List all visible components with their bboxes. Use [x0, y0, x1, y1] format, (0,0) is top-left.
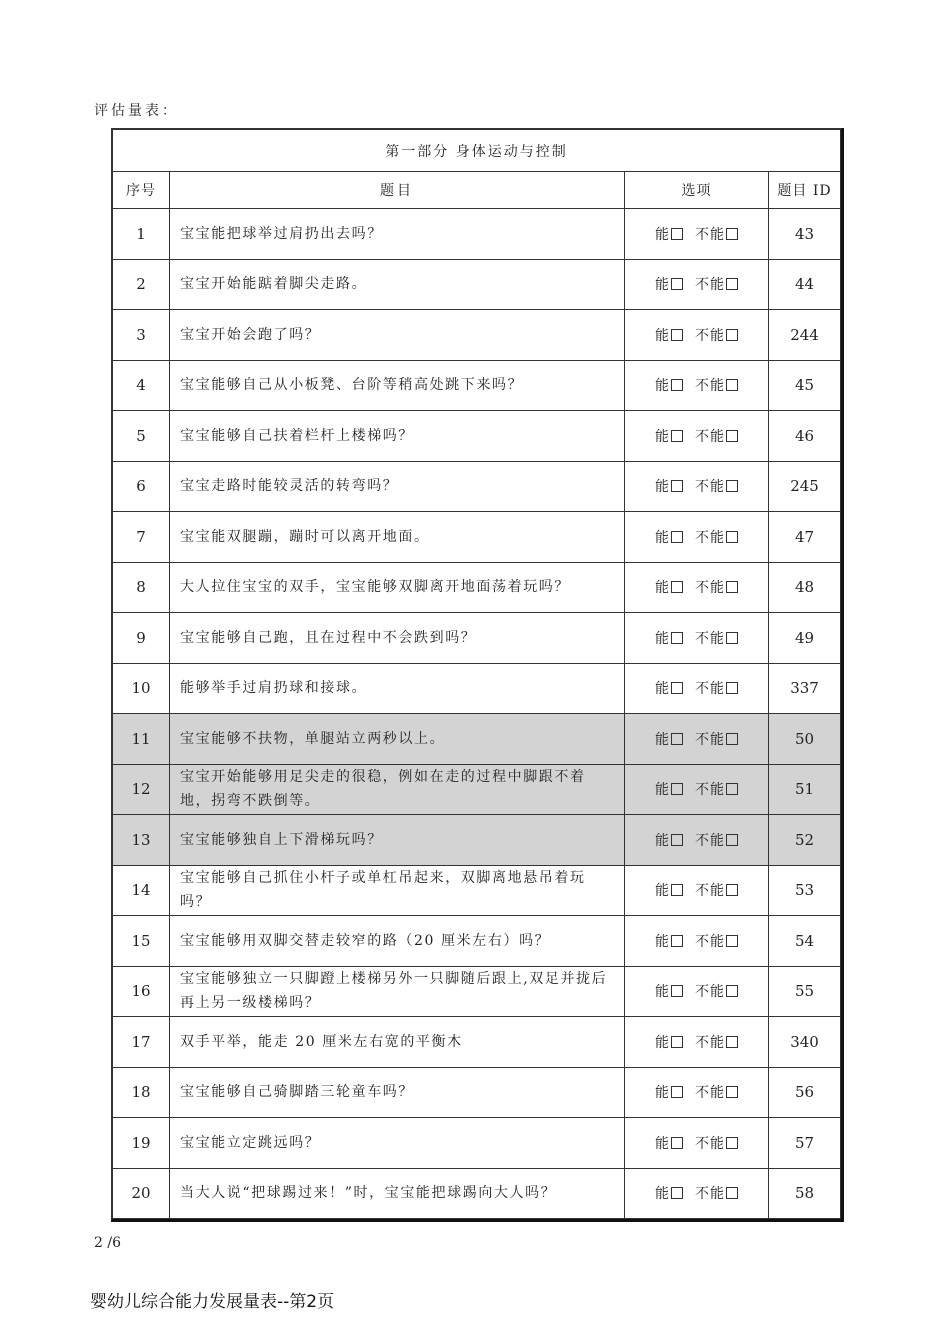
checkbox-icon[interactable]	[726, 1187, 738, 1199]
checkbox-icon[interactable]	[671, 278, 683, 290]
table-row	[113, 310, 841, 361]
row-qid: 45	[769, 360, 841, 411]
row-options	[625, 916, 769, 967]
table-row	[113, 1017, 841, 1068]
option-yes-label: 能	[655, 933, 670, 950]
row-question: 当大人说“把球踢过来！”时，宝宝能把球踢向大人吗？	[170, 1168, 625, 1219]
option-no-label: 不能	[695, 1085, 725, 1102]
option-no[interactable]	[695, 681, 738, 697]
row-question: 宝宝开始能踮着脚尖走路。	[170, 259, 625, 310]
row-options	[625, 764, 769, 815]
row-qid: 50	[769, 714, 841, 765]
option-yes-label: 能	[655, 681, 670, 698]
checkbox-icon[interactable]	[726, 480, 738, 492]
option-yes-label: 能	[655, 428, 670, 445]
checkbox-icon[interactable]	[726, 329, 738, 341]
checkbox-icon[interactable]	[671, 480, 683, 492]
header-row	[113, 172, 841, 209]
option-yes-label: 能	[655, 832, 670, 849]
option-no[interactable]	[695, 732, 738, 748]
row-options	[625, 966, 769, 1017]
row-seq: 8	[113, 562, 170, 613]
row-options	[625, 512, 769, 563]
option-no-label: 不能	[695, 529, 725, 546]
checkbox-icon[interactable]	[671, 430, 683, 442]
row-question: 宝宝能把球举过肩扔出去吗？	[170, 209, 625, 260]
option-yes[interactable]	[655, 277, 683, 293]
row-question: 宝宝能够独立一只脚蹬上楼梯另外一只脚随后跟上,双足并拢后再上另一级楼梯吗？	[170, 966, 625, 1017]
option-yes-label: 能	[655, 580, 670, 597]
row-seq: 5	[113, 411, 170, 462]
option-no[interactable]	[695, 1035, 738, 1051]
assessment-table-frame	[111, 128, 844, 1222]
option-no-label: 不能	[695, 378, 725, 395]
option-no-label: 不能	[695, 580, 725, 597]
option-yes[interactable]	[655, 732, 683, 748]
option-no-label: 不能	[695, 277, 725, 294]
intro-label: 评估量表：	[94, 103, 179, 119]
table-row	[113, 360, 841, 411]
table-row	[113, 1118, 841, 1169]
option-yes-label: 能	[655, 984, 670, 1001]
checkbox-icon[interactable]	[726, 632, 738, 644]
option-no-label: 不能	[695, 1034, 725, 1051]
option-no[interactable]	[695, 934, 738, 950]
option-yes[interactable]	[655, 1136, 683, 1152]
row-options	[625, 815, 769, 866]
checkbox-icon[interactable]	[671, 733, 683, 745]
row-qid: 47	[769, 512, 841, 563]
option-no-label: 不能	[695, 327, 725, 344]
row-question: 宝宝能双腿蹦，蹦时可以离开地面。	[170, 512, 625, 563]
row-seq: 14	[113, 865, 170, 916]
checkbox-icon[interactable]	[671, 1036, 683, 1048]
row-qid: 53	[769, 865, 841, 916]
checkbox-icon[interactable]	[671, 632, 683, 644]
row-seq: 3	[113, 310, 170, 361]
option-yes[interactable]	[655, 631, 683, 647]
checkbox-icon[interactable]	[671, 531, 683, 543]
option-no-label: 不能	[695, 933, 725, 950]
option-yes-label: 能	[655, 1186, 670, 1203]
table-row	[113, 461, 841, 512]
checkbox-icon[interactable]	[726, 531, 738, 543]
row-question: 大人拉住宝宝的双手，宝宝能够双脚离开地面荡着玩吗？	[170, 562, 625, 613]
checkbox-icon[interactable]	[671, 329, 683, 341]
row-options	[625, 663, 769, 714]
option-yes[interactable]	[655, 984, 683, 1000]
option-no[interactable]	[695, 530, 738, 546]
row-question: 宝宝开始能够用足尖走的很稳，例如在走的过程中脚跟不着地，拐弯不跌倒等。	[170, 764, 625, 815]
row-question: 宝宝能够用双脚交替走较窄的路（20 厘米左右）吗？	[170, 916, 625, 967]
row-qid: 340	[769, 1017, 841, 1068]
checkbox-icon[interactable]	[671, 1187, 683, 1199]
option-yes[interactable]	[655, 429, 683, 445]
option-yes-label: 能	[655, 327, 670, 344]
checkbox-icon[interactable]	[726, 682, 738, 694]
table-row	[113, 865, 841, 916]
row-qid: 44	[769, 259, 841, 310]
option-yes[interactable]	[655, 681, 683, 697]
row-options	[625, 1118, 769, 1169]
checkbox-icon[interactable]	[726, 783, 738, 795]
checkbox-icon[interactable]	[671, 935, 683, 947]
option-yes-label: 能	[655, 277, 670, 294]
checkbox-icon[interactable]	[671, 228, 683, 240]
row-seq: 17	[113, 1017, 170, 1068]
row-options	[625, 865, 769, 916]
checkbox-icon[interactable]	[726, 1036, 738, 1048]
row-options	[625, 1067, 769, 1118]
question-rows	[113, 209, 841, 1219]
header-qid: 题目 ID	[769, 172, 841, 209]
option-no-label: 不能	[695, 782, 725, 799]
checkbox-icon[interactable]	[671, 379, 683, 391]
row-seq: 4	[113, 360, 170, 411]
row-qid: 55	[769, 966, 841, 1017]
checkbox-icon[interactable]	[671, 884, 683, 896]
row-seq: 12	[113, 764, 170, 815]
checkbox-icon[interactable]	[726, 1137, 738, 1149]
checkbox-icon[interactable]	[726, 834, 738, 846]
option-yes[interactable]	[655, 782, 683, 798]
checkbox-icon[interactable]	[671, 783, 683, 795]
option-no-label: 不能	[695, 1135, 725, 1152]
checkbox-icon[interactable]	[671, 985, 683, 997]
row-seq: 1	[113, 209, 170, 260]
option-yes-label: 能	[655, 1135, 670, 1152]
option-yes-label: 能	[655, 479, 670, 496]
row-qid: 337	[769, 663, 841, 714]
option-yes-label: 能	[655, 1034, 670, 1051]
table-row	[113, 512, 841, 563]
row-question: 宝宝开始会跑了吗？	[170, 310, 625, 361]
row-options	[625, 1017, 769, 1068]
option-yes-label: 能	[655, 630, 670, 647]
table-row	[113, 916, 841, 967]
row-question: 宝宝能立定跳远吗？	[170, 1118, 625, 1169]
option-yes[interactable]	[655, 1186, 683, 1202]
option-yes[interactable]	[655, 1035, 683, 1051]
option-no-label: 不能	[695, 832, 725, 849]
table-row	[113, 259, 841, 310]
option-yes-label: 能	[655, 883, 670, 900]
row-qid: 54	[769, 916, 841, 967]
row-question: 宝宝能够自己跑，且在过程中不会跌到吗？	[170, 613, 625, 664]
row-question: 宝宝能够自己抓住小杆子或单杠吊起来，双脚离地悬吊着玩吗？	[170, 865, 625, 916]
option-yes-label: 能	[655, 378, 670, 395]
row-qid: 52	[769, 815, 841, 866]
table-row	[113, 714, 841, 765]
row-question: 宝宝能够不扶物，单腿站立两秒以上。	[170, 714, 625, 765]
row-qid: 244	[769, 310, 841, 361]
option-no-label: 不能	[695, 479, 725, 496]
row-options	[625, 259, 769, 310]
row-options	[625, 714, 769, 765]
option-yes[interactable]	[655, 883, 683, 899]
row-options	[625, 411, 769, 462]
header-option: 选项	[625, 172, 769, 209]
option-no-label: 不能	[695, 731, 725, 748]
option-yes[interactable]	[655, 378, 683, 394]
option-no[interactable]	[695, 479, 738, 495]
option-yes-label: 能	[655, 1085, 670, 1102]
checkbox-icon[interactable]	[726, 581, 738, 593]
option-yes[interactable]	[655, 1085, 683, 1101]
option-no-label: 不能	[695, 883, 725, 900]
row-qid: 46	[769, 411, 841, 462]
row-seq: 9	[113, 613, 170, 664]
option-no[interactable]	[695, 328, 738, 344]
table-row	[113, 1067, 841, 1118]
checkbox-icon[interactable]	[726, 379, 738, 391]
row-options	[625, 461, 769, 512]
option-no[interactable]	[695, 782, 738, 798]
table-row	[113, 209, 841, 260]
section-title: 第一部分 身体运动与控制	[113, 130, 841, 172]
option-no[interactable]	[695, 378, 738, 394]
option-no[interactable]	[695, 227, 738, 243]
checkbox-icon[interactable]	[726, 985, 738, 997]
option-no[interactable]	[695, 580, 738, 596]
page-number: 2 /6	[94, 1235, 121, 1251]
row-options	[625, 613, 769, 664]
row-qid: 57	[769, 1118, 841, 1169]
option-yes[interactable]	[655, 530, 683, 546]
checkbox-icon[interactable]	[726, 1086, 738, 1098]
row-options	[625, 209, 769, 260]
option-no[interactable]	[695, 984, 738, 1000]
option-no-label: 不能	[695, 630, 725, 647]
option-yes-label: 能	[655, 226, 670, 243]
option-yes-label: 能	[655, 731, 670, 748]
option-yes[interactable]	[655, 479, 683, 495]
row-seq: 16	[113, 966, 170, 1017]
row-options	[625, 310, 769, 361]
option-yes-label: 能	[655, 529, 670, 546]
row-qid: 49	[769, 613, 841, 664]
option-no-label: 不能	[695, 226, 725, 243]
assessment-table	[112, 129, 841, 1219]
checkbox-icon[interactable]	[726, 430, 738, 442]
row-options	[625, 1168, 769, 1219]
option-no[interactable]	[695, 277, 738, 293]
table-row	[113, 764, 841, 815]
checkbox-icon[interactable]	[726, 278, 738, 290]
option-yes[interactable]	[655, 833, 683, 849]
option-yes[interactable]	[655, 580, 683, 596]
row-seq: 15	[113, 916, 170, 967]
row-seq: 18	[113, 1067, 170, 1118]
option-no[interactable]	[695, 1136, 738, 1152]
row-qid: 43	[769, 209, 841, 260]
row-question: 宝宝走路时能较灵活的转弯吗？	[170, 461, 625, 512]
option-no[interactable]	[695, 631, 738, 647]
row-question: 双手平举，能走 20 厘米左右宽的平衡木	[170, 1017, 625, 1068]
checkbox-icon[interactable]	[671, 834, 683, 846]
row-question: 宝宝能够自己扶着栏杆上楼梯吗？	[170, 411, 625, 462]
option-no[interactable]	[695, 833, 738, 849]
option-yes[interactable]	[655, 227, 683, 243]
checkbox-icon[interactable]	[726, 884, 738, 896]
option-no-label: 不能	[695, 1186, 725, 1203]
table-row	[113, 1168, 841, 1219]
row-seq: 10	[113, 663, 170, 714]
option-yes[interactable]	[655, 934, 683, 950]
table-row	[113, 613, 841, 664]
option-no-label: 不能	[695, 428, 725, 445]
row-options	[625, 360, 769, 411]
table-row	[113, 663, 841, 714]
checkbox-icon[interactable]	[671, 1086, 683, 1098]
option-no[interactable]	[695, 1186, 738, 1202]
table-row	[113, 815, 841, 866]
row-seq: 19	[113, 1118, 170, 1169]
footer-title: 婴幼儿综合能力发展量表--第2页	[90, 1292, 335, 1312]
header-question: 题目	[170, 172, 625, 209]
row-qid: 48	[769, 562, 841, 613]
row-seq: 6	[113, 461, 170, 512]
row-question: 能够举手过肩扔球和接球。	[170, 663, 625, 714]
checkbox-icon[interactable]	[671, 581, 683, 593]
row-seq: 11	[113, 714, 170, 765]
checkbox-icon[interactable]	[671, 682, 683, 694]
option-no[interactable]	[695, 429, 738, 445]
option-no[interactable]	[695, 1085, 738, 1101]
checkbox-icon[interactable]	[726, 935, 738, 947]
section-title-row	[113, 130, 841, 172]
option-no-label: 不能	[695, 984, 725, 1001]
option-yes[interactable]	[655, 328, 683, 344]
option-no[interactable]	[695, 883, 738, 899]
row-qid: 245	[769, 461, 841, 512]
row-options	[625, 562, 769, 613]
row-seq: 2	[113, 259, 170, 310]
option-yes-label: 能	[655, 782, 670, 799]
row-qid: 58	[769, 1168, 841, 1219]
table-row	[113, 966, 841, 1017]
row-question: 宝宝能够独自上下滑梯玩吗？	[170, 815, 625, 866]
checkbox-icon[interactable]	[726, 228, 738, 240]
option-no-label: 不能	[695, 681, 725, 698]
row-question: 宝宝能够自己骑脚踏三轮童车吗？	[170, 1067, 625, 1118]
table-row	[113, 411, 841, 462]
row-qid: 56	[769, 1067, 841, 1118]
row-seq: 13	[113, 815, 170, 866]
row-seq: 20	[113, 1168, 170, 1219]
checkbox-icon[interactable]	[726, 733, 738, 745]
row-seq: 7	[113, 512, 170, 563]
row-qid: 51	[769, 764, 841, 815]
header-seq: 序号	[113, 172, 170, 209]
table-row	[113, 562, 841, 613]
row-question: 宝宝能够自己从小板凳、台阶等稍高处跳下来吗？	[170, 360, 625, 411]
checkbox-icon[interactable]	[671, 1137, 683, 1149]
